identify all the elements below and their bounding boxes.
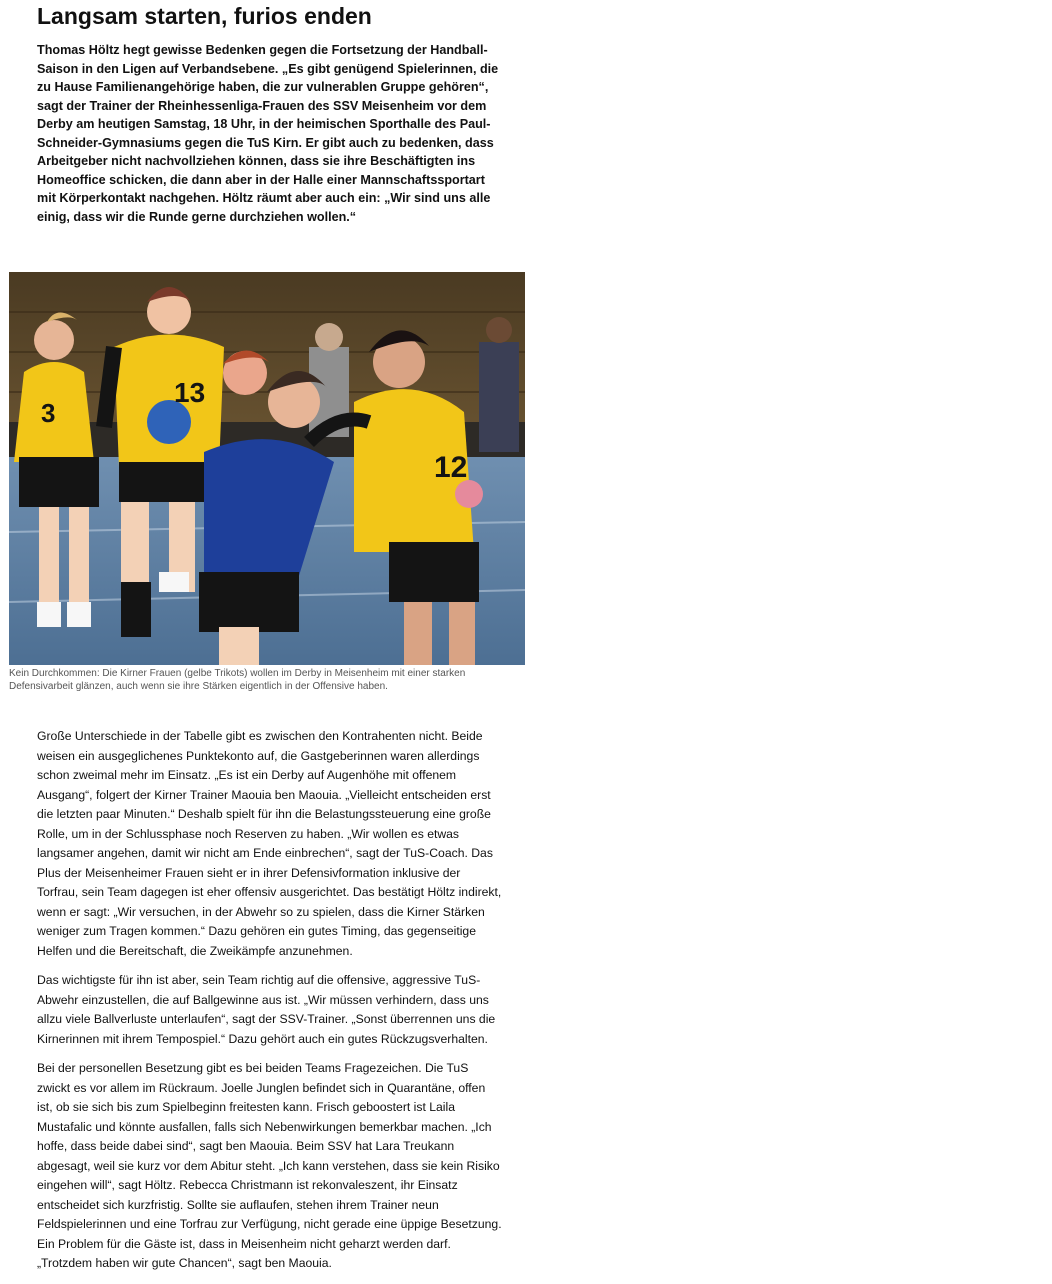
article-paragraph: Das wichtigste für ihn ist aber, sein Team richtig auf die offensive, aggressive TuS-Abwehr einzustellen, die auf Ballgewinne aus ist. „Wir müssen verhindern, dass uns allzu viele Ballverluste unterlaufen“, sagt der SSV-Trainer. „Sonst überrennen uns die Kirnerinnen mit ihrem Tempospiel.“ Dazu gehört auch ein gutes Rückzugsverhalten. [37, 973, 496, 1046]
article-photo-figure [9, 272, 525, 693]
handball-photo-illustration [9, 272, 525, 665]
article-paragraph: Bei der personellen Besetzung gibt es bei beiden Teams Fragezeichen. Die TuS zwickt es vor allem im Rückraum. Joelle Junglen befindet sich in Quarantäne, offen ist, ob sie sich bis zum Spielbeginn freitesten kann. Frisch geboostert ist Laila Mustafalic und könnte ausfallen, falls sich Nebenwirkungen bemerkbar machen. „Ich hoffe, dass beide dabei sind“, sagt ben Maouia. Beim SSV hat Lara Treukann abgesagt, weil sie kurz vor dem Abitur steht. „Ich kann verstehen, dass sie kein Risiko eingehen will“, sagt Höltz. Rebecca Christmann ist rekonvaleszent, ihr Einsatz entscheidet sich kurzfristig. Sollte sie auflaufen, stehen ihrem Trainer neun Feldspielerinnen und eine Torfrau zur Verfügung, nicht gerade eine üppige Besetzung. Ein Problem für die Gäste ist, dass in Meisenheim nicht geharzt werden darf. „Trotzdem haben wir gute Chancen“, sagt ben Maouia. [37, 1061, 502, 1270]
jersey-number-center: 13 [174, 377, 206, 408]
article-headline: Langsam starten, furios enden [37, 3, 372, 29]
jersey-number-right: 12 [434, 451, 468, 484]
article-body [37, 727, 502, 1284]
photo-caption: Kein Durchkommen: Die Kirner Frauen (gelbe Trikots) wollen im Derby in Meisenheim mit einer starken Defensivarbeit glänzen, auch wenn sie ihre Stärken eigentlich in der Offensive haben. [9, 668, 466, 692]
jersey-number-left: 3 [41, 398, 56, 428]
article-lead: Thomas Höltz hegt gewisse Bedenken gegen die Fortsetzung der Handball-Saison in den Ligen auf Verbandsebene. „Es gibt genügend Spielerinnen, die zu Hause Familienangehörige haben, die zur vulnerablen Gruppe gehören“, sagt der Trainer der Rheinhessenliga-Frauen des SSV Meisenheim vor dem Derby am heutigen Samstag, 18 Uhr, in der heimischen Sporthalle des Paul-Schneider-Gymnasiums gegen die TuS Kirn. Er gibt auch zu bedenken, dass Arbeitgeber nicht nachvollziehen können, dass sie ihre Beschäftigten ins Homeoffice schicken, die dann aber in der Halle einer Mannschaftssportart mit Körperkontakt nachgehen. Höltz räumt aber auch ein: „Wir sind uns alle einig, dass wir die Runde gerne durchziehen wollen.“ [37, 43, 499, 224]
article-photo [9, 272, 525, 665]
article-paragraph: Große Unterschiede in der Tabelle gibt es zwischen den Kontrahenten nicht. Beide weisen ein ausgeglichenes Punktekonto auf, die Gastgeberinnen waren allerdings schon zweimal mehr im Einsatz. „Es ist ein Derby auf Augenhöhe mit offenem Ausgang“, folgert der Kirner Trainer Maouia ben Maouia. „Vielleicht entscheiden erst die letzten paar Minuten.“ Deshalb spielt für ihn die Belastungssteuerung eine große Rolle, um in der Schlussphase noch Reserven zu haben. „Wir wollen es etwas langsamer angehen, damit wir nicht am Ende einbrechen“, sagt der TuS-Coach. Das Plus der Meisenheimer Frauen sieht er in ihrer Defensivformation inklusive der Torfrau, sein Team dagegen ist eher offensiv ausgerichtet. Das bestätigt Höltz indirekt, wenn er sagt: „Wir versuchen, in der Abwehr so zu spielen, dass die Kirner Stärken weniger zum Tragen kommen.“ Dazu gehören ein gutes Timing, das gegenseitige Helfen und die Bereitschaft, die Zweikämpfe anzunehmen. [37, 729, 502, 958]
